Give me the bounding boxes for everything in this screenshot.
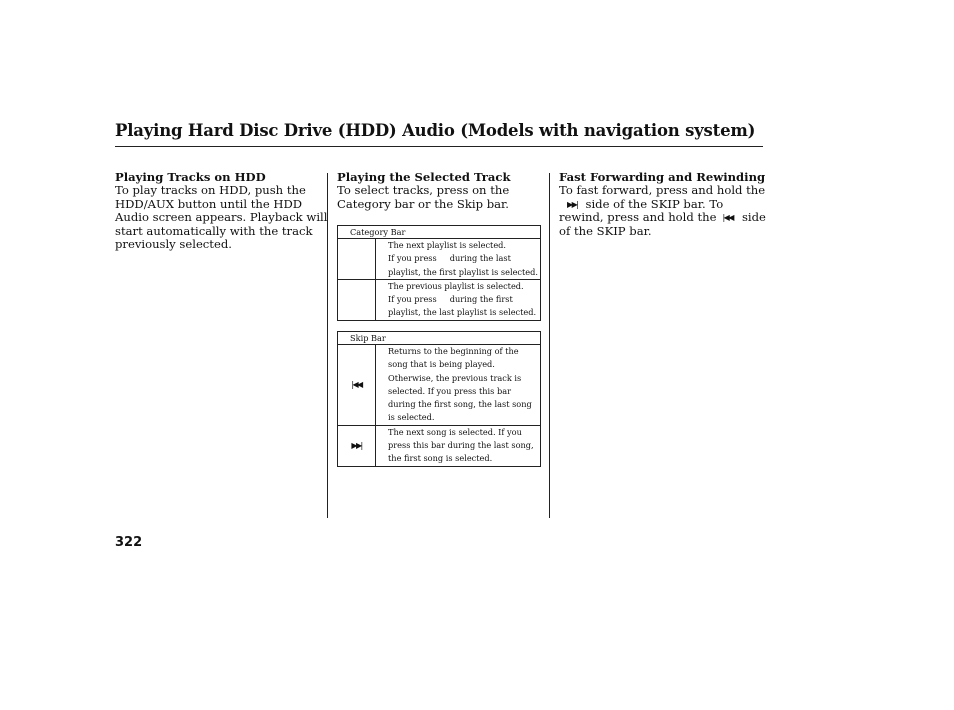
table-row (338, 425, 541, 466)
description-line: playlist, the first playlist is selected. (388, 266, 538, 277)
body-line (559, 211, 764, 224)
body-line: HDD/AUX button until the HDD (115, 196, 303, 211)
description-line: The next song is selected. If you (388, 426, 522, 437)
description-line: the first song is selected. (388, 453, 493, 464)
category-next-description (376, 239, 541, 280)
section-body-fast-forward (559, 184, 764, 238)
description-line: song that is being played. (388, 359, 495, 370)
body-text: side of the SKIP bar. To (585, 196, 724, 211)
description-text: during the last (449, 253, 511, 264)
section-heading-fast-forward: Fast Forwarding and Rewinding (559, 170, 766, 184)
column-fast-forward-rewind (559, 171, 764, 238)
rewind-icon: |◀◀ (722, 213, 733, 223)
category-bar-header: Category Bar (338, 226, 541, 239)
body-line: Audio screen appears. Playback will (115, 210, 328, 225)
body-line: To select tracks, press on the (337, 183, 510, 198)
page-number: 322 (115, 535, 143, 550)
section-heading-selected-track: Playing the Selected Track (337, 170, 511, 184)
skip-back-description (376, 345, 541, 426)
fast-forward-icon: ▶▶| (567, 199, 578, 209)
description-line: playlist, the last playlist is selected. (388, 307, 537, 318)
description-line (388, 252, 540, 265)
body-line: To play tracks on HDD, push the (115, 183, 306, 198)
skip-forward-description (376, 425, 541, 466)
column-divider-right (549, 173, 550, 518)
body-line: start automatically with the track (115, 223, 313, 238)
body-text: side (741, 210, 766, 225)
skip-back-icon-cell (338, 345, 376, 426)
body-line: of the SKIP bar. (559, 223, 652, 238)
section-body-playing-tracks (115, 183, 328, 252)
description-line: Otherwise, the previous track is (388, 372, 522, 383)
description-line: The previous playlist is selected. (388, 280, 524, 291)
body-line: previously selected. (115, 237, 232, 252)
section-heading-playing-tracks: Playing Tracks on HDD (115, 170, 266, 184)
page-title: Playing Hard Disc Drive (HDD) Audio (Models with navigation system) (115, 121, 756, 140)
description-text: If you press (388, 253, 437, 264)
column-selected-track (337, 171, 542, 211)
skip-forward-icon: ▶▶| (351, 441, 362, 451)
description-line: selected. If you press this bar (388, 385, 512, 396)
category-previous-icon-cell (338, 279, 376, 320)
category-previous-description (376, 279, 541, 320)
description-line: during the first song, the last song (388, 399, 532, 410)
description-line: Returns to the beginning of the (388, 346, 519, 356)
table-header-row (338, 226, 541, 239)
section-body-selected-track (337, 184, 542, 211)
table-row (338, 345, 541, 426)
description-line (388, 293, 540, 306)
category-next-icon-cell (338, 239, 376, 280)
body-line: Category bar or the Skip bar. (337, 196, 509, 211)
table-row (338, 239, 541, 280)
description-line: press this bar during the last song, (388, 440, 534, 451)
skip-bar-table (337, 331, 541, 467)
body-line: To fast forward, press and hold the (559, 183, 766, 198)
skip-forward-icon-cell (338, 425, 376, 466)
category-bar-table (337, 225, 541, 321)
table-row (338, 279, 541, 320)
column-divider-left (327, 173, 328, 518)
body-text: rewind, press and hold the (559, 210, 717, 225)
column-playing-tracks (115, 170, 328, 252)
skip-bar-header: Skip Bar (338, 332, 541, 345)
description-line: is selected. (388, 412, 435, 423)
skip-back-icon: |◀◀ (351, 380, 362, 390)
title-rule (115, 146, 763, 147)
table-header-row (338, 332, 541, 345)
description-text: If you press (388, 294, 437, 305)
description-line: The next playlist is selected. (388, 240, 507, 250)
description-text: during the first (449, 294, 513, 305)
body-line (559, 198, 764, 211)
